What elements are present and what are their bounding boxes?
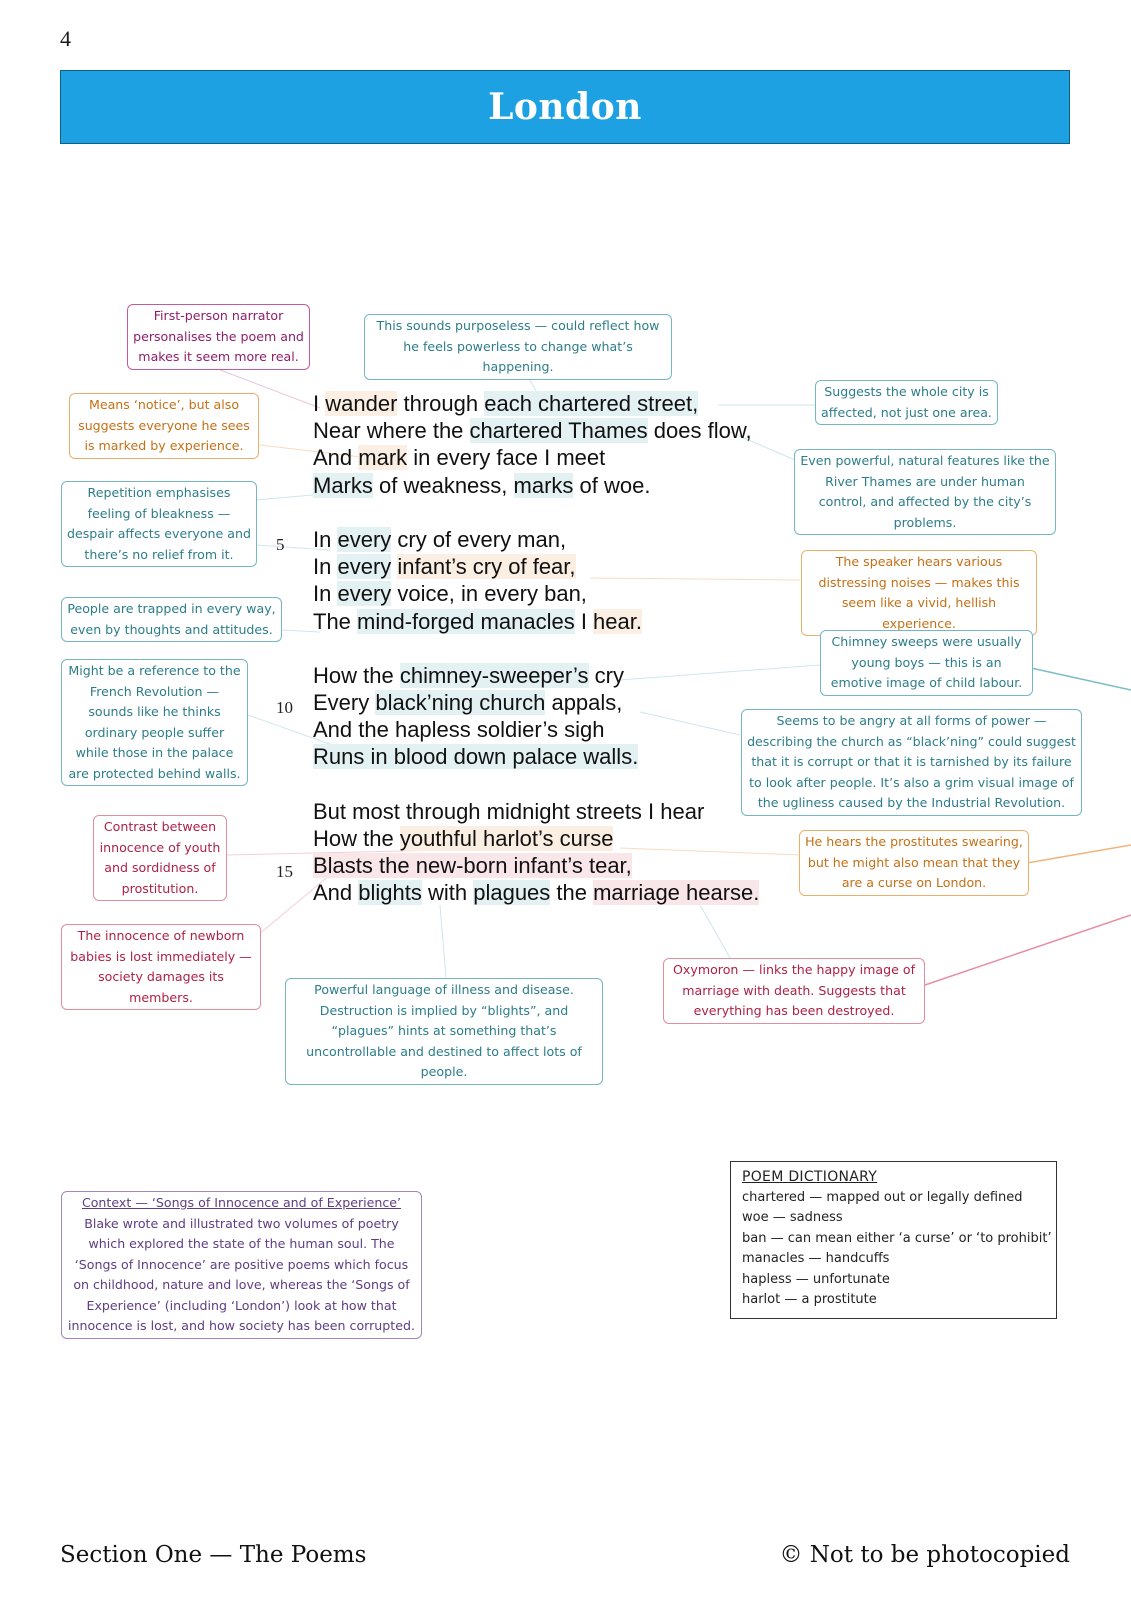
highlighted-phrase: plagues xyxy=(473,880,551,906)
highlighted-phrase: hear. xyxy=(593,608,642,634)
dictionary-title: POEM DICTIONARY xyxy=(742,1169,878,1185)
poem-line xyxy=(313,879,759,906)
context-heading: Context — ‘Songs of Innocence and of Experience’ xyxy=(81,1195,402,1210)
highlighted-phrase: marriage hearse. xyxy=(593,880,760,906)
poem-text-run: in every face I meet xyxy=(407,445,606,471)
poem-text-run: appals, xyxy=(545,690,623,716)
title-banner xyxy=(60,70,1070,144)
poem-line xyxy=(313,662,759,689)
note-hears-noises: The speaker hears various distressing noises — makes this seem like a vivid, hellish experience. xyxy=(801,550,1037,636)
poem-text-run: cry of every man, xyxy=(391,526,567,552)
note-whole-city: Suggests the whole city is affected, not just one area. xyxy=(815,380,998,425)
highlighted-phrase: infant’s cry of fear, xyxy=(397,554,576,580)
poem-text-run: of weakness, xyxy=(372,472,514,498)
page-title: London xyxy=(488,86,642,128)
note-powerful-natural: Even powerful, natural features like the River Thames are under human control, and affected by the city’s problems. xyxy=(794,449,1056,535)
highlighted-phrase: mind-forged manacles xyxy=(357,608,575,634)
poem-text-run: through xyxy=(397,391,485,416)
note-repetition: Repetition emphasises feeling of bleakness — despair affects everyone and there’s no relief from it. xyxy=(61,481,257,567)
note-french-revolution: Might be a reference to the French Revolution — sounds like he thinks ordinary people suffer while those in the palace are protected behind walls. xyxy=(61,659,248,786)
note-means-notice: Means ‘notice’, but also suggests everyone he sees is marked by experience. xyxy=(69,393,259,459)
poem-line xyxy=(313,743,759,770)
poem-text-run: of woe. xyxy=(573,472,651,498)
note-innocence-newborn: The innocence of newborn babies is lost immediately — society damages its members. xyxy=(61,924,261,1010)
page-number: 4 xyxy=(60,26,71,51)
poem-text-run: I xyxy=(574,608,594,634)
dictionary-entry: woe — sadness xyxy=(742,1210,843,1225)
poem-line xyxy=(313,825,759,852)
highlighted-phrase: Runs in blood down palace walls. xyxy=(313,744,639,770)
poem-text-run: The xyxy=(313,608,358,634)
poem-line xyxy=(313,580,759,607)
poem-text-run: cry xyxy=(588,662,624,688)
line-number-5: 5 xyxy=(276,535,285,554)
poem-text-run: Every xyxy=(313,690,376,716)
poem-line xyxy=(313,417,759,444)
note-oxymoron: Oxymoron — links the happy image of marriage with death. Suggests that everything has been destroyed. xyxy=(663,958,925,1024)
stanza-break xyxy=(313,771,759,798)
note-chimney-sweeps: Chimney sweeps were usually young boys — this is an emotive image of child labour. xyxy=(820,630,1033,696)
poem-line xyxy=(313,798,759,825)
poem-text-run: does flow, xyxy=(647,418,752,444)
highlighted-phrase: youthful harlot’s curse xyxy=(399,826,614,851)
poem-line xyxy=(313,444,759,471)
poem-text-run: the xyxy=(550,880,594,906)
poem-text-run: But most through midnight streets I hear xyxy=(313,798,705,824)
note-trapped: People are trapped in every way, even by thoughts and attitudes. xyxy=(61,597,282,642)
highlighted-phrase: black’ning church xyxy=(375,690,546,716)
poem-line xyxy=(313,472,759,499)
poem-text-run: And the hapless soldier’s sigh xyxy=(313,717,605,743)
highlighted-phrase: chartered Thames xyxy=(469,418,648,444)
poem-dictionary xyxy=(730,1161,1057,1319)
highlighted-phrase: every xyxy=(337,581,392,607)
stanza-break xyxy=(313,499,759,526)
poem-text xyxy=(313,390,759,907)
note-prostitutes-swearing: He hears the prostitutes swearing, but he might also mean that they are a curse on London. xyxy=(799,830,1029,896)
footer-section: Section One — The Poems xyxy=(60,1542,367,1568)
highlighted-phrase: each chartered street, xyxy=(484,391,699,416)
dictionary-entry: chartered — mapped out or legally defined xyxy=(742,1189,1023,1205)
note-illness: Powerful language of illness and disease. Destruction is implied by “blights”, and “plagues” hints at something that’s uncontrollable and destined to affect lots of people. xyxy=(285,978,603,1085)
dictionary-entry: harlot — a prostitute xyxy=(742,1292,877,1307)
poem-text-run: I xyxy=(313,391,326,416)
line-number-10: 10 xyxy=(276,698,293,717)
note-first-person: First-person narrator personalises the poem and makes it seem more real. xyxy=(127,304,310,370)
highlighted-phrase: wander xyxy=(325,391,398,416)
note-purposeless: This sounds purposeless — could reflect how he feels powerless to change what’s happening. xyxy=(364,314,672,380)
highlighted-phrase: Blasts the new-born infant’s tear, xyxy=(313,853,632,879)
highlighted-phrase: marks xyxy=(513,472,574,498)
highlighted-phrase: every xyxy=(337,554,392,580)
poem-line xyxy=(313,716,759,743)
poem-line xyxy=(313,553,759,580)
highlighted-phrase: every xyxy=(337,526,392,552)
highlighted-phrase: mark xyxy=(358,445,408,471)
poem-text-run: voice, in every ban, xyxy=(391,581,587,607)
poem-line xyxy=(313,608,759,635)
highlighted-phrase: chimney-sweeper’s xyxy=(399,662,589,688)
poem-text-run: Near where the xyxy=(313,418,470,444)
context-box xyxy=(61,1191,422,1339)
stanza-break xyxy=(313,635,759,662)
dictionary-entry: manacles — handcuffs xyxy=(742,1251,890,1266)
poem-text-run: with xyxy=(421,880,474,906)
poem-line xyxy=(313,852,759,879)
note-contrast: Contrast between innocence of youth and sordidness of prostitution. xyxy=(93,815,227,901)
dictionary-entry: hapless — unfortunate xyxy=(742,1271,890,1287)
poem-line xyxy=(313,689,759,716)
poem-text-run: In xyxy=(313,526,338,552)
highlighted-phrase: Marks xyxy=(313,472,373,498)
poem-line xyxy=(313,390,759,417)
poem-line xyxy=(313,526,759,553)
line-number-15: 15 xyxy=(276,862,293,881)
highlighted-phrase: blights xyxy=(358,880,422,906)
poem-text-run: How the xyxy=(313,662,400,688)
footer-copyright: © Not to be photocopied xyxy=(779,1542,1070,1568)
dictionary-entry: ban — can mean either ‘a curse’ or ‘to prohibit’ xyxy=(742,1230,1052,1246)
poem-text-run: In xyxy=(313,581,338,607)
note-angry-power: Seems to be angry at all forms of power — describing the church as “black’ning” could suggest that it is corrupt or that it is tarnished by its failure to look after people. It’s also a grim visual image of the ugliness caused by the Industrial Revolution. xyxy=(741,709,1082,816)
context-body: Blake wrote and illustrated two volumes of poetry which explored the state of the human soul. The ‘Songs of Innocence’ are positive poems which focus on childhood, nature and love, whereas the ‘Songs of Experience’ (including ‘London’) look at how that innocence is lost, and how society has been corrupted. xyxy=(68,1215,415,1333)
poem-text-run: And xyxy=(313,880,359,906)
poem-text-run: And xyxy=(313,445,359,471)
poem-text-run: How the xyxy=(313,826,400,851)
poem-text-run: In xyxy=(313,554,338,580)
